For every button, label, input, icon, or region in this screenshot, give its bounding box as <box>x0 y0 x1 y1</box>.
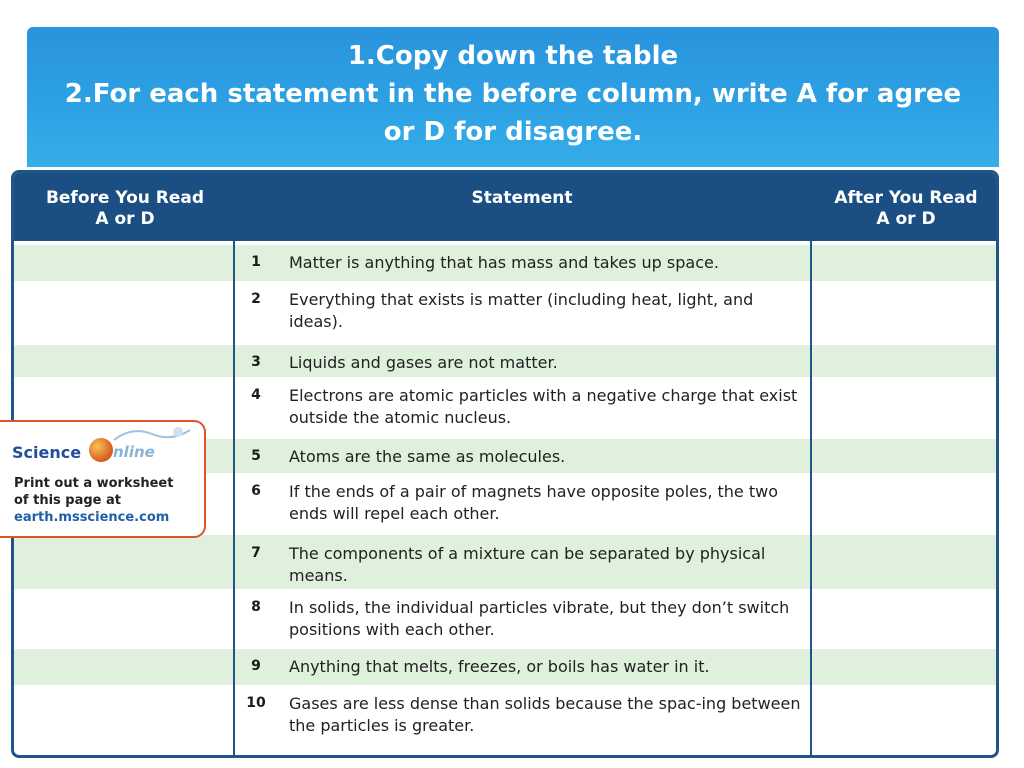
header-before-line2: A or D <box>95 209 155 229</box>
header-before-line1: Before You Read <box>45 188 205 208</box>
table-header <box>14 173 996 241</box>
header-after-you-read <box>812 188 999 230</box>
after-answer-cell[interactable] <box>812 245 996 281</box>
table-row <box>14 345 996 377</box>
statement-number: 6 <box>251 483 261 499</box>
after-answer-cell[interactable] <box>812 345 996 377</box>
column-divider-right <box>810 241 812 755</box>
swoosh-icon <box>112 424 192 444</box>
header-before-you-read <box>14 188 236 230</box>
statement-text: Liquids and gases are not matter. <box>289 353 558 372</box>
after-answer-cell[interactable] <box>812 535 996 589</box>
before-answer-cell[interactable] <box>14 589 233 649</box>
instruction-line-3: or D for disagree. <box>383 117 643 147</box>
after-answer-cell[interactable] <box>812 649 996 685</box>
statement-number: 1 <box>251 254 261 270</box>
before-answer-cell[interactable] <box>14 281 233 345</box>
table-row <box>14 649 996 685</box>
after-answer-cell[interactable] <box>812 377 996 439</box>
science-logo-text: Science <box>12 443 82 462</box>
callout-text-2: of this page at <box>14 493 122 508</box>
statement-number: 9 <box>251 658 261 674</box>
statement-text: Electrons are atomic particles with a negative charge that exist outside the atomic nucleus. <box>289 386 798 427</box>
callout-link[interactable]: earth.msscience.com <box>14 510 170 525</box>
statement-number: 2 <box>251 291 261 307</box>
header-after-line1: After You Read <box>834 188 978 208</box>
statement-text: Everything that exists is matter (including heat, light, and ideas). <box>289 290 754 331</box>
callout-text-1: Print out a worksheet <box>14 476 174 491</box>
statement-number: 5 <box>251 448 261 464</box>
table-row <box>14 281 996 345</box>
after-answer-cell[interactable] <box>812 685 996 758</box>
before-answer-cell[interactable] <box>14 535 233 589</box>
statement-text: Matter is anything that has mass and takes up space. <box>289 253 719 272</box>
after-answer-cell[interactable] <box>812 281 996 345</box>
after-answer-cell[interactable] <box>812 589 996 649</box>
header-after-line2: A or D <box>876 209 936 229</box>
instruction-banner <box>27 27 999 167</box>
statement-text: Atoms are the same as molecules. <box>289 447 566 466</box>
before-answer-cell[interactable] <box>14 345 233 377</box>
before-answer-cell[interactable] <box>14 685 233 758</box>
table-row <box>14 245 996 281</box>
globe-icon <box>89 438 113 462</box>
statement-text: If the ends of a pair of magnets have opposite poles, the two ends will repel each other. <box>289 482 778 523</box>
statement-number: 4 <box>251 387 261 403</box>
statement-number: 7 <box>251 545 261 561</box>
table-row <box>14 589 996 649</box>
statement-number: 8 <box>251 599 261 615</box>
after-answer-cell[interactable] <box>812 439 996 473</box>
table-row <box>14 685 996 758</box>
statement-text: Gases are less dense than solids because the spac-ing between the particles is greater. <box>289 694 801 735</box>
before-answer-cell[interactable] <box>14 649 233 685</box>
statement-text: In solids, the individual particles vibrate, but they don’t switch positions with each other. <box>289 598 790 639</box>
instruction-line-1: 1.Copy down the table <box>347 41 679 71</box>
header-statement: Statement <box>471 188 573 208</box>
statement-text: Anything that melts, freezes, or boils has water in it. <box>289 657 710 676</box>
instruction-line-2: 2.For each statement in the before column, write A for agree <box>64 79 962 109</box>
after-answer-cell[interactable] <box>812 473 996 535</box>
before-answer-cell[interactable] <box>14 245 233 281</box>
statement-text: The components of a mixture can be separated by physical means. <box>289 544 766 585</box>
statement-number: 10 <box>246 695 266 711</box>
table-row <box>14 535 996 589</box>
online-logo-text: nline <box>113 443 155 461</box>
column-divider-left <box>233 241 235 755</box>
statement-number: 3 <box>251 354 261 370</box>
